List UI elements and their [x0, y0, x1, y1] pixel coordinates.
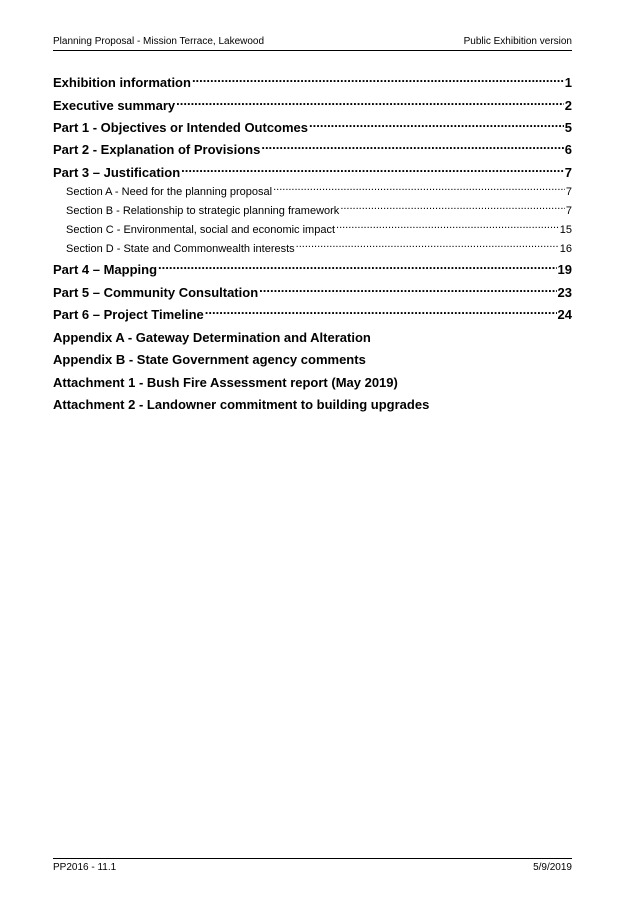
toc-entry-page: 7 — [564, 165, 572, 180]
page-footer — [53, 858, 572, 875]
toc-entry-section-a[interactable] — [66, 184, 572, 200]
toc-entry-label: Part 5 – Community Consultation — [53, 285, 259, 300]
toc-entry-executive-summary[interactable] — [53, 97, 572, 115]
toc-entry-part-4[interactable] — [53, 261, 572, 279]
toc-entry-part-3[interactable] — [53, 164, 572, 182]
toc-leader-dots — [309, 119, 564, 132]
toc-leader-dots — [273, 184, 565, 195]
toc-entry-label: Exhibition information — [53, 75, 191, 90]
footer-date: 5/9/2019 — [533, 862, 572, 873]
toc-leader-dots — [340, 203, 565, 214]
footer-document-code: PP2016 - 11.1 — [53, 862, 117, 873]
toc-leader-dots — [296, 241, 559, 252]
toc-leader-dots — [192, 74, 564, 87]
toc-entry-label: Section A - Need for the planning proposal — [66, 186, 273, 198]
toc-entry-page: 7 — [565, 205, 572, 217]
toc-entry-page: 7 — [565, 186, 572, 198]
toc-entry-page: 6 — [564, 142, 572, 157]
toc-entry-label: Executive summary — [53, 98, 176, 113]
toc-attachment-2[interactable]: Attachment 2 - Landowner commitment to building upgrades — [53, 397, 430, 412]
toc-entry-section-d[interactable] — [66, 241, 572, 257]
toc-leader-dots — [336, 222, 559, 233]
toc-entry-exhibition-information[interactable] — [53, 74, 572, 92]
toc-entry-part-1[interactable] — [53, 119, 572, 137]
toc-entry-label: Part 1 - Objectives or Intended Outcomes — [53, 120, 309, 135]
toc-appendix-b[interactable]: Appendix B - State Government agency comments — [53, 352, 366, 367]
toc-entry-section-b[interactable] — [66, 203, 572, 219]
toc-leader-dots — [158, 261, 557, 274]
toc-entry-page: 5 — [564, 120, 572, 135]
toc-entry-page: 23 — [557, 285, 572, 300]
page-header — [53, 36, 572, 51]
toc-entry-label: Section D - State and Commonwealth interests — [66, 243, 295, 255]
toc-entry-page: 15 — [559, 224, 572, 236]
toc-entry-page: 19 — [557, 262, 572, 277]
header-document-title: Planning Proposal - Mission Terrace, Lakewood — [53, 36, 265, 47]
toc-entry-label: Section B - Relationship to strategic planning framework — [66, 205, 340, 217]
toc-leader-dots — [259, 284, 556, 297]
toc-entry-part-5[interactable] — [53, 284, 572, 302]
toc-leader-dots — [261, 141, 563, 154]
header-version: Public Exhibition version — [463, 36, 572, 47]
toc-leader-dots — [181, 164, 564, 177]
toc-attachment-1[interactable]: Attachment 1 - Bush Fire Assessment report (May 2019) — [53, 375, 398, 390]
toc-entry-label: Section C - Environmental, social and economic impact — [66, 224, 336, 236]
toc-leader-dots — [205, 306, 557, 319]
toc-entry-page: 1 — [564, 75, 572, 90]
toc-entry-label: Part 3 – Justification — [53, 165, 181, 180]
toc-leader-dots — [176, 97, 564, 110]
toc-entry-page: 24 — [557, 307, 572, 322]
toc-entry-part-2[interactable] — [53, 141, 572, 159]
toc-entry-part-6[interactable] — [53, 306, 572, 324]
toc-entry-label: Part 4 – Mapping — [53, 262, 158, 277]
toc-entry-section-c[interactable] — [66, 222, 572, 238]
toc-entry-page: 16 — [559, 243, 572, 255]
toc-entry-label: Part 2 - Explanation of Provisions — [53, 142, 261, 157]
toc-entry-label: Part 6 – Project Timeline — [53, 307, 204, 322]
toc-appendix-a[interactable]: Appendix A - Gateway Determination and Alteration — [53, 330, 371, 345]
toc-entry-page: 2 — [564, 98, 572, 113]
